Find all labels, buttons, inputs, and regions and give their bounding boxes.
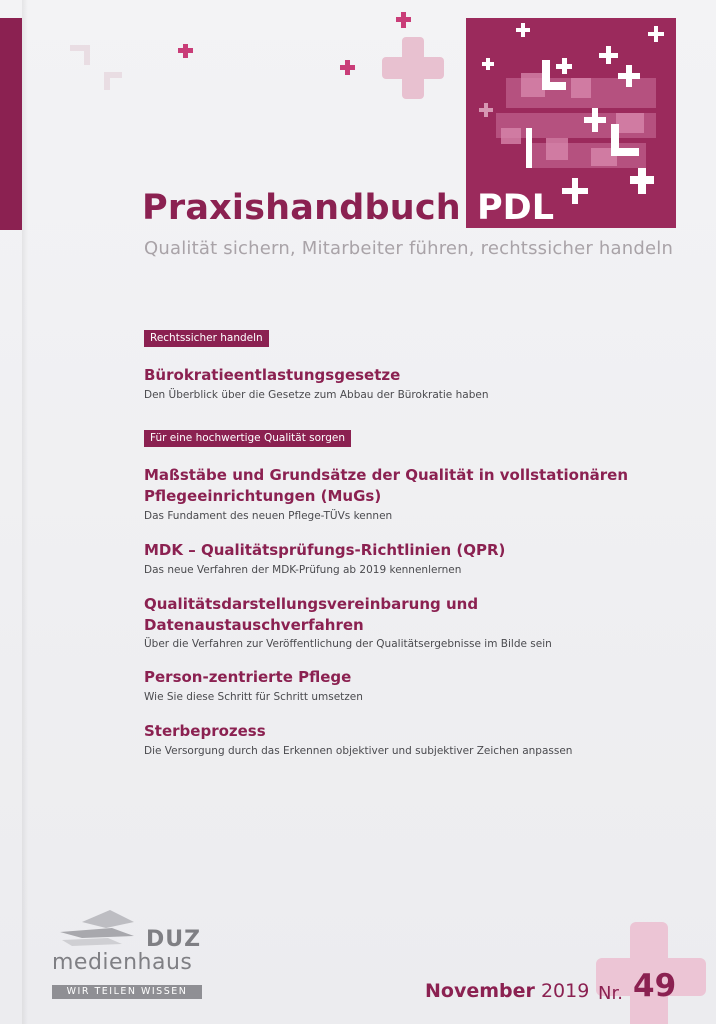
issue-year: 2019 xyxy=(540,980,590,1002)
issue-month: November xyxy=(425,980,535,1002)
item-title-mugs-line2: Pflegeeinrichtungen (MuGs) xyxy=(144,487,382,505)
item-title-qdvs-line2: Datenaustauschverfahren xyxy=(144,616,364,634)
item-desc-sterbe: Die Versorgung durch das Erkennen objektiver und subjektiver Zeichen anpassen xyxy=(144,745,573,757)
item-title-mugs-line1: Maßstäbe und Grundsätze der Qualität in vollstationären xyxy=(144,466,629,484)
issue-number: 49 xyxy=(633,968,677,1004)
item-desc-qpr: Das neue Verfahren der MDK-Prüfung ab 2019 kennenlernen xyxy=(144,564,462,576)
section-tag-legal: Rechtssicher handeln xyxy=(144,330,269,347)
section-tag-quality: Für eine hochwertige Qualität sorgen xyxy=(144,430,351,447)
issue-date xyxy=(425,980,589,1002)
item-title-sterbe: Sterbeprozess xyxy=(144,722,266,740)
item-title-qpr: MDK – Qualitätsprüfungs-Richtlinien (QPR) xyxy=(144,541,506,559)
item-title-buerokratie: Bürokratieentlastungsgesetze xyxy=(144,366,401,384)
item-desc-mugs: Das Fundament des neuen Pflege-TÜVs kennen xyxy=(144,510,393,522)
issue-nr-label: Nr. xyxy=(598,983,623,1004)
page-title: Praxishandbuch xyxy=(142,188,461,228)
item-desc-buerokratie: Den Überblick über die Gesetze zum Abbau der Bürokratie haben xyxy=(144,389,489,401)
title-accent: PDL xyxy=(477,188,555,228)
publisher-name: medienhaus xyxy=(52,950,193,975)
item-desc-person: Wie Sie diese Schritt für Schritt umsetzen xyxy=(144,691,363,703)
item-title-qdvs-line1: Qualitätsdarstellungsvereinbarung und xyxy=(144,595,479,613)
subtitle: Qualität sichern, Mitarbeiter führen, rechtssicher handeln xyxy=(144,238,674,259)
item-title-person: Person-zentrierte Pflege xyxy=(144,668,352,686)
item-desc-qdvs: Über die Verfahren zur Veröffentlichung der Qualitätsergebnisse im Bilde sein xyxy=(144,638,552,650)
publisher-brand: DUZ xyxy=(146,927,202,952)
publisher-tagline: WIR TEILEN WISSEN xyxy=(52,985,202,999)
